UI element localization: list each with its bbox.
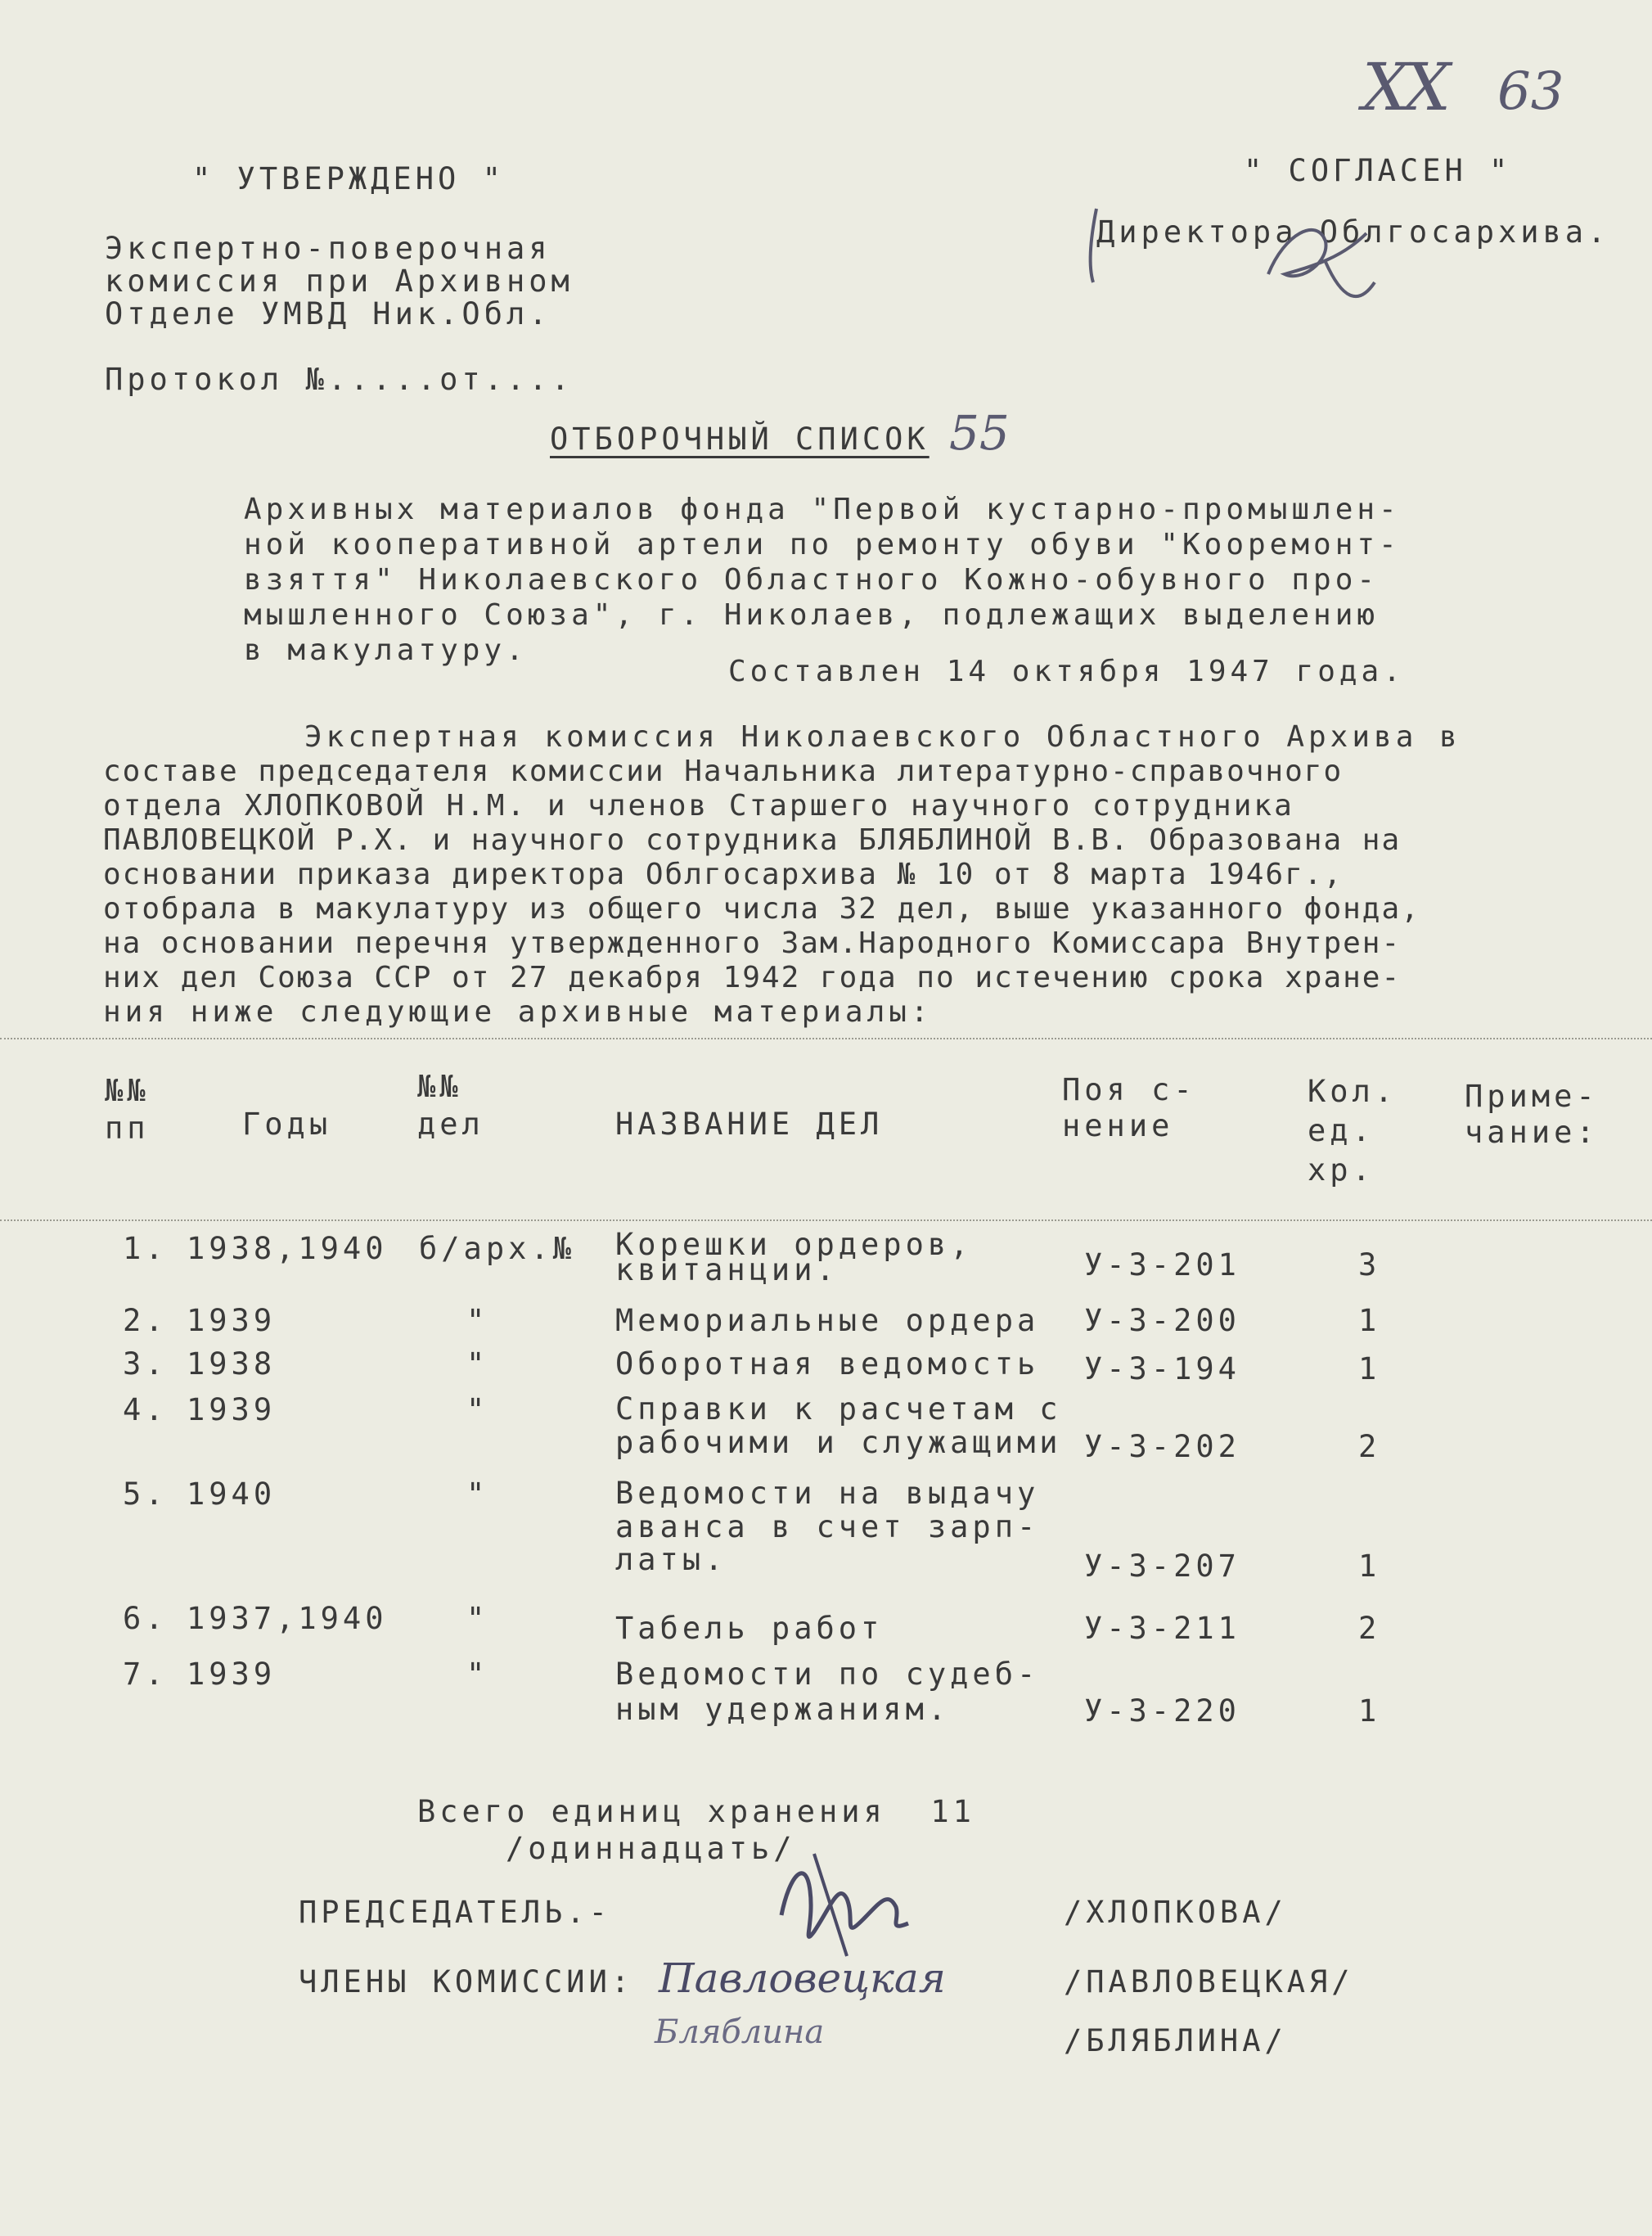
- approved-line-3: Отделе УМВД Ник.Обл.: [105, 296, 551, 331]
- member2-name: /БЛЯБЛИНА/: [1064, 2023, 1287, 2058]
- chair-name: /ХЛОПКОВА/: [1064, 1895, 1287, 1930]
- row-case-no: ": [466, 1392, 489, 1427]
- row-case-no: ": [466, 1601, 489, 1636]
- row-case-no: ": [466, 1303, 489, 1338]
- row-count: 1: [1358, 1549, 1381, 1584]
- row-title: Корешки ордеров, квитанции.: [615, 1227, 973, 1288]
- row-title: Справки к расчетам с рабочими и служащими: [615, 1391, 1062, 1460]
- row-num: 6.: [123, 1601, 168, 1636]
- body-line-8: них дел Союза ССР от 27 декабря 1942 года по истечению срока хране-: [103, 961, 1402, 994]
- member2-signature: Бляблина: [655, 2013, 825, 2051]
- compiled-date: Составлен 14 октября 1947 года.: [728, 655, 1405, 688]
- body-line-5: основании приказа директора Облгосархива № 10 от 8 марта 1946г.,: [103, 858, 1344, 891]
- chair-signature: [765, 1842, 929, 1972]
- row-note: У-3-200: [1084, 1303, 1240, 1338]
- table-row: [0, 1657, 1652, 1729]
- intro-line-2: ной кооперативной артели по ремонту обуви "Кооремонт-: [244, 528, 1401, 561]
- body-line-4: ПАВЛОВЕЦКОЙ Р.Х. и научного сотрудника БЛЯБЛИНОЙ В.В. Образована на: [103, 823, 1402, 857]
- total-units-words: /одиннадцать/: [506, 1831, 796, 1866]
- header-case-no: №№ дел: [417, 1069, 484, 1143]
- table-header-rule: [0, 1219, 1652, 1221]
- intro-line-1: Архивных материалов фонда "Первой кустарно-промышлен-: [244, 493, 1401, 526]
- row-num: 7.: [123, 1657, 168, 1692]
- row-count: 3: [1358, 1247, 1381, 1283]
- row-num: 5.: [123, 1476, 168, 1512]
- row-count: 1: [1358, 1351, 1381, 1386]
- header-count: Кол. ед. хр.: [1308, 1074, 1398, 1188]
- chair-label: ПРЕДСЕДАТЕЛЬ.-: [299, 1895, 611, 1930]
- row-note: У-3-220: [1084, 1693, 1240, 1729]
- header-remark: Приме- чание:: [1465, 1079, 1599, 1151]
- intro-line-4: мышленного Союза", г. Николаев, подлежащих выделению: [244, 598, 1380, 632]
- body-line-1: Экспертная комиссия Николаевского Областного Архива в: [304, 720, 1461, 754]
- row-note: У-3-211: [1084, 1611, 1240, 1646]
- row-num: 2.: [123, 1303, 168, 1338]
- row-years: 1939: [187, 1392, 277, 1427]
- approved-line-1: Экспертно-поверочная: [105, 231, 551, 266]
- table-top-rule: [0, 1038, 1652, 1039]
- agreed-title: " СОГЛАСЕН ": [1244, 153, 1512, 188]
- row-case-no: б/арх.№: [419, 1231, 575, 1266]
- director-signature: [1080, 184, 1407, 323]
- table-row: [0, 1347, 1652, 1396]
- row-years: 1938: [187, 1346, 277, 1382]
- row-note: У-3-207: [1084, 1549, 1240, 1584]
- row-count: 2: [1358, 1429, 1381, 1464]
- row-count: 1: [1358, 1303, 1381, 1338]
- row-title: Оборотная ведомость: [615, 1346, 1040, 1382]
- table-row: [0, 1304, 1652, 1353]
- table-row: [0, 1602, 1652, 1651]
- row-years: 1938,1940: [187, 1231, 388, 1266]
- row-count: 2: [1358, 1611, 1381, 1646]
- row-years: 1939: [187, 1303, 277, 1338]
- list-number: 55: [949, 405, 1010, 461]
- table-row: [0, 1227, 1652, 1288]
- protocol-line: Протокол №.....от....: [105, 362, 574, 397]
- row-years: 1937,1940: [187, 1601, 388, 1636]
- header-title: НАЗВАНИЕ ДЕЛ: [615, 1107, 884, 1142]
- approved-line-2: комиссия при Архивном: [105, 264, 574, 299]
- corner-mark: XX: [1362, 49, 1446, 125]
- row-note: У-3-194: [1084, 1351, 1240, 1386]
- row-note: У-3-201: [1084, 1247, 1240, 1283]
- body-line-2: составе председателя комиссии Начальника литературно-справочного: [103, 755, 1344, 788]
- header-note: Поя с- нение: [1062, 1072, 1196, 1144]
- row-title: Табель работ: [615, 1611, 884, 1646]
- body-line-6: отобрала в макулатуру из общего числа 32 дел, выше указанного фонда,: [103, 892, 1420, 926]
- row-note: У-3-202: [1084, 1429, 1240, 1464]
- row-case-no: ": [466, 1346, 489, 1382]
- row-years: 1939: [187, 1657, 277, 1692]
- member1-name: /ПАВЛОВЕЦКАЯ/: [1064, 1964, 1354, 1999]
- row-case-no: ": [466, 1657, 489, 1692]
- members-label: ЧЛЕНЫ КОМИССИИ:: [299, 1964, 634, 1999]
- body-line-3: отдела ХЛОПКОВОЙ Н.М. и членов Старшего научного сотрудника: [103, 789, 1294, 823]
- member1-signature: Павловецкая: [659, 1954, 946, 2002]
- table-row: [0, 1391, 1652, 1464]
- header-years: Годы: [242, 1107, 332, 1142]
- row-num: 4.: [123, 1392, 168, 1427]
- total-units: Всего единиц хранения 11: [417, 1794, 975, 1829]
- intro-line-5: в макулатуру.: [244, 633, 528, 667]
- table-row: [0, 1476, 1652, 1584]
- body-line-7: на основании перечня утвержденного Зам.Народного Комиссара Внутрен-: [103, 926, 1402, 960]
- page-number: 63: [1497, 61, 1564, 122]
- header-num: №№ пп: [105, 1073, 150, 1147]
- row-title: Мемориальные ордера: [615, 1303, 1040, 1338]
- agreed-line: Директора Облгосархива.: [1096, 214, 1610, 250]
- list-title: ОТБОРОЧНЫЙ СПИСОК: [550, 422, 930, 457]
- body-line-9: ния ниже следующие архивные материалы:: [103, 995, 933, 1029]
- row-title: Ведомости по судеб- ным удержаниям.: [615, 1657, 1040, 1727]
- row-num: 3.: [123, 1346, 168, 1382]
- row-count: 1: [1358, 1693, 1381, 1729]
- row-num: 1.: [123, 1231, 168, 1266]
- row-years: 1940: [187, 1476, 277, 1512]
- row-case-no: ": [466, 1476, 489, 1512]
- intro-line-3: взяття" Николаевского Областного Кожно-обувного про-: [244, 563, 1380, 597]
- approved-title: " УТВЕРЖДЕНО ": [192, 161, 505, 196]
- row-title: Ведомости на выдачу аванса в счет зарп- латы.: [615, 1476, 1040, 1578]
